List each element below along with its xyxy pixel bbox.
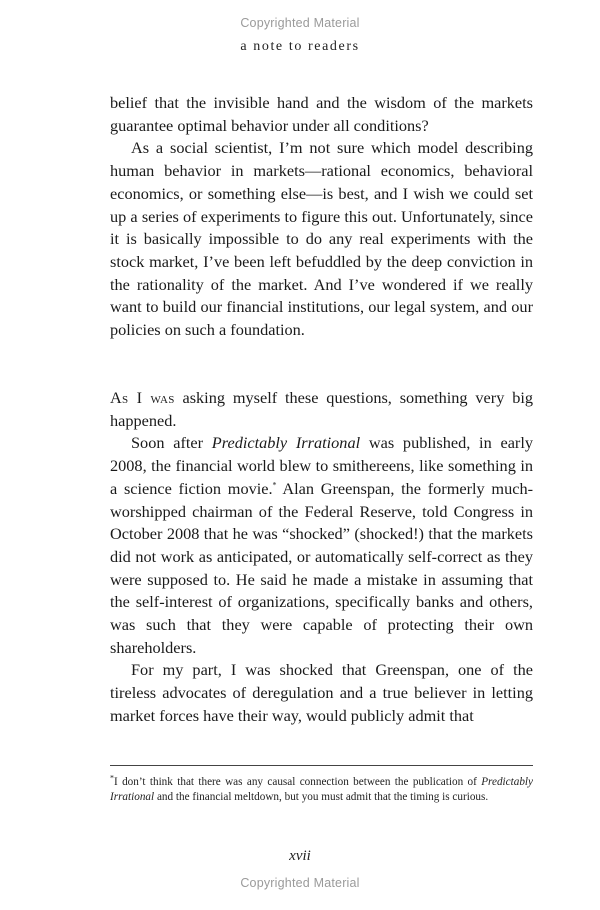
- footnote-book-title: Predictably Irrational: [110, 776, 533, 803]
- footnote-reference: *: [272, 480, 277, 490]
- paragraph-continuation: belief that the invisible hand and the wisdom of the markets guarantee optimal behavior under all conditions?: [110, 93, 533, 135]
- footnote-text-start: I don’t think that there was any causal connection between the publication of: [114, 776, 482, 788]
- body-text-block-1: [110, 92, 533, 342]
- footnote: [110, 775, 533, 805]
- paragraph-social-scientist: As a social scientist, I’m not sure which model describing human behavior in markets—rational economics, behavioral economics, or something else—is best, and I wish we could set up a series of experiments to figure this out. Unfortunately, since it is basically impossible to do any real experiments with the stock market, I’ve been left befuddled by the deep conviction in the rationality of the market. And I’ve wondered if we really want to build our financial institutions, our legal system, and our policies on such a foundation.: [110, 138, 533, 340]
- greenspan-text-start: Soon after: [131, 433, 212, 453]
- greenspan-text-end: Alan Greenspan, the formerly much-worshipped chairman of the Federal Reserve, told Congress in October 2008 that he was “shocked” (shocked!) that the markets did not work as anticipated, or automatically self-correct as they were supposed to. He said he made a mistake in assuming that the self-interest of organizations, specifically banks and others, was such that they were capable of protecting their own shareholders.: [110, 478, 534, 657]
- footnote-marker: *: [110, 773, 114, 783]
- book-title: Predictably Irrational: [211, 433, 361, 453]
- paragraph-for-my-part: For my part, I was shocked that Greenspan, one of the tireless advocates of deregulation and a true believer in letting market forces have their way, would publicly admit that: [110, 660, 533, 725]
- footnote-divider: [110, 765, 533, 766]
- page-number: xvii: [289, 848, 311, 864]
- section-opening-text: asking myself these questions, something very big happened.: [110, 388, 533, 430]
- footnote-text-end: and the financial meltdown, but you must admit that the timing is curious.: [154, 791, 489, 803]
- running-head: a note to readers: [240, 39, 360, 54]
- paragraph-section-opening: [110, 387, 533, 432]
- body-text-block-2: [110, 387, 533, 728]
- copyright-watermark-top: Copyrighted Material: [240, 16, 360, 30]
- copyright-watermark-bottom: Copyrighted Material: [240, 876, 360, 890]
- greenspan-text-middle: was published, in early 2008, the financial world blew to smithereens, like something in a science fiction movie.: [110, 433, 534, 498]
- section-lead-in: As I was: [110, 388, 175, 407]
- paragraph-greenspan: [110, 432, 533, 659]
